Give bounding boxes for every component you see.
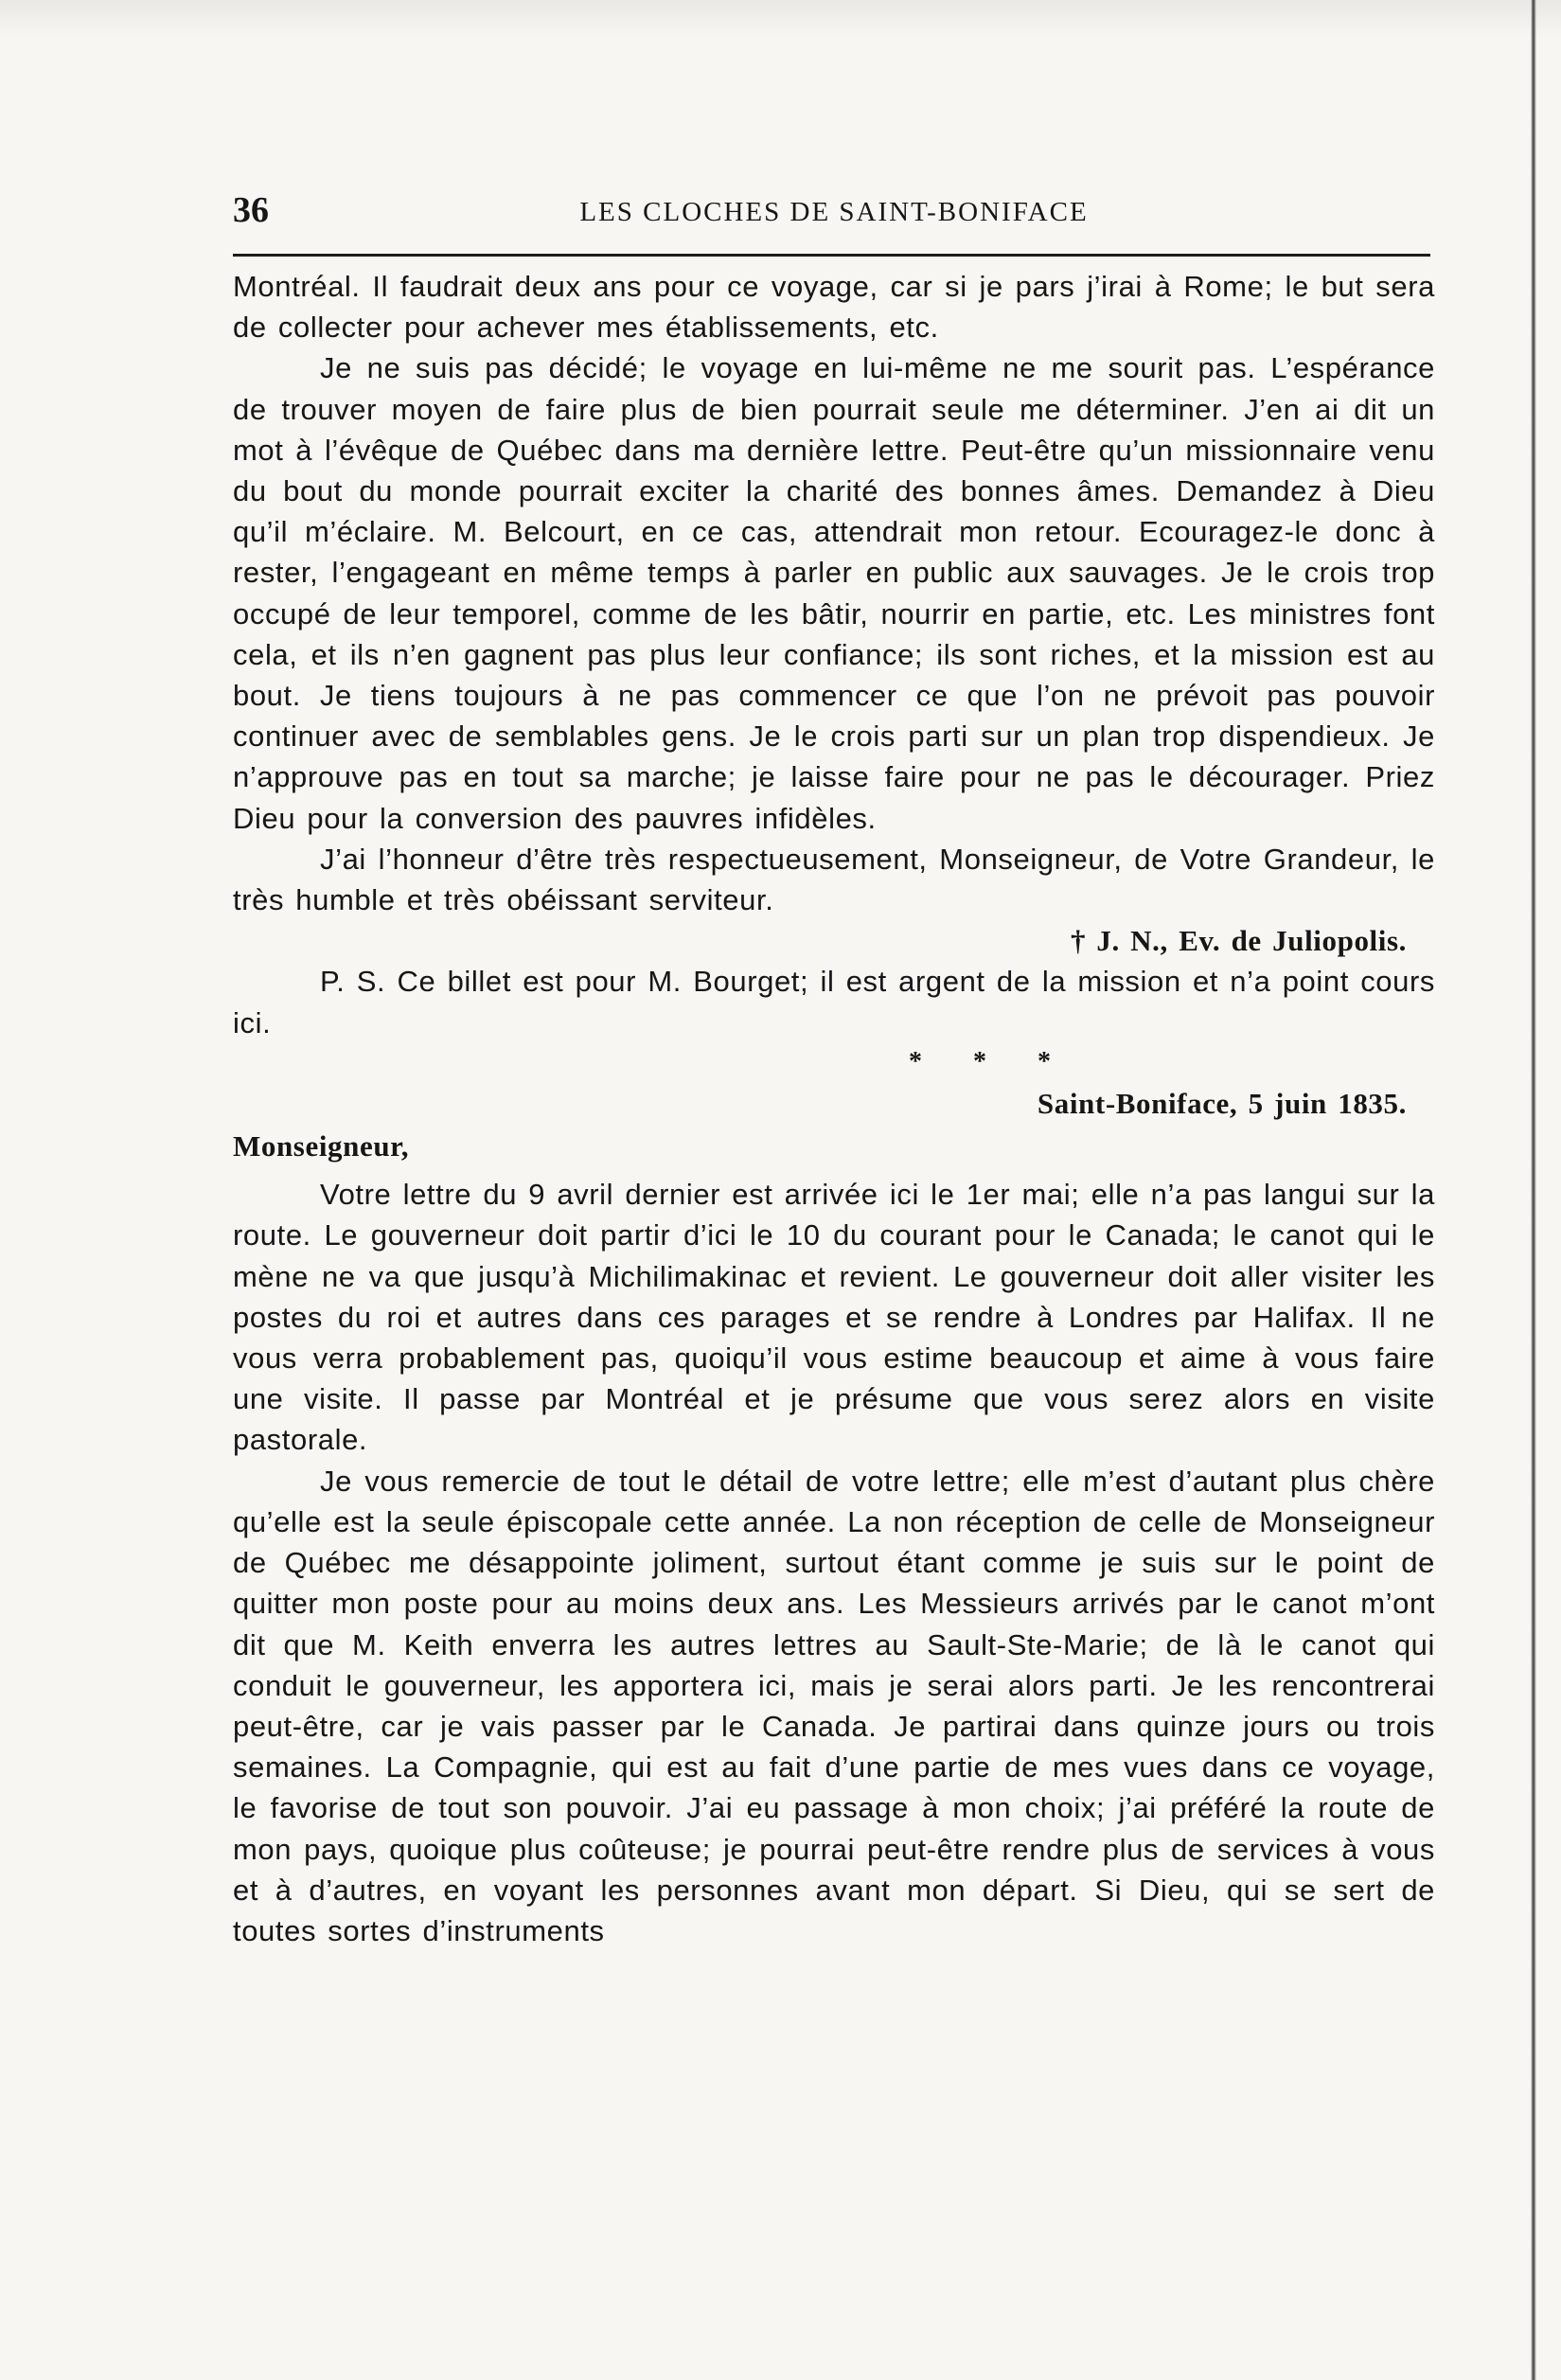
- book-page: [233, 180, 1435, 1951]
- letter1-paragraph-3: J’ai l’honneur d’être très respectueusement, Monseigneur, de Votre Grandeur, le très humble et très obéissant serviteur.: [233, 842, 1435, 917]
- letter1-paragraph-1: Montréal. Il faudrait deux ans pour ce voyage, car si je pars j’irai à Rome; le but sera de collecter pour achever mes établissements, etc.: [233, 270, 1435, 345]
- running-head: [233, 180, 1435, 237]
- section-separator: * * *: [909, 1046, 1072, 1076]
- letter2-salutation: Monseigneur,: [233, 1129, 410, 1163]
- letter2-paragraph-2: Je vous remercie de tout le détail de votre lettre; elle m’est d’autant plus chère qu’elle est la seule épiscopale cette année. La non réception de celle de Monseigneur de Québec me désappointe joliment, surtout étant comme je suis sur le point de quitter mon poste pour au moins deux ans. Les Messieurs arrivés par le canot m’ont dit que M. Keith enverra les autres lettres au Sault-Ste-Marie; de là le canot qui conduit le gouverneur, les apportera ici, mais je serai alors parti. Je les rencontrerai peut-être, car je vais passer par le Canada. Je partirai dans quinze jours ou trois semaines. La Compagnie, qui est au fait d’une partie de mes vues dans ce voyage, le favorise de tout son pouvoir. J’ai eu passage à mon choix; j’ai préféré la route de mon pays, quoique plus coûteuse; je pourrai peut-être rendre plus de services à vous et à d’autres, en voyant les personnes avant mon départ. Si Dieu, qui se sert de toutes sortes d’instruments: [233, 1464, 1435, 1947]
- page-number: 36: [233, 190, 269, 230]
- running-title: LES CLOCHES DE SAINT-BONIFACE: [579, 197, 1089, 227]
- letter1-paragraph-2: Je ne suis pas décidé; le voyage en lui-même ne me sourit pas. L’espérance de trouver moyen de faire plus de bien pourrait seule me déterminer. J’en ai dit un mot à l’évêque de Québec dans ma dernière lettre. Peut-être qu’un missionnaire venu du bout du monde pourrait exciter la charité des bonnes âmes. Demandez à Dieu qu’il m’éclaire. M. Belcourt, en ce cas, attendrait mon retour. Ecouragez-le donc à rester, l’engageant en même temps à parler en public aux sauvages. Je le crois trop occupé de leur temporel, comme de les bâtir, nourrir en partie, etc. Les ministres font cela, et ils n’en gagnent pas plus leur confiance; ils sont riches, et la mission est au bout. Je tiens toujours à ne pas commencer ce que l’on ne prévoit pas pouvoir continuer avec de semblables gens. Je le crois parti sur un plan trop dispendieux. Je n’approuve pas en tout sa marche; je laisse faire pour ne pas le décourager. Priez Dieu pour la conversion des pauvres infidèles.: [233, 351, 1435, 835]
- scan-page-edge: [1531, 0, 1536, 2380]
- letter1-postscript: P. S. Ce billet est pour M. Bourget; il est argent de la mission et n’a point cours ici.: [233, 965, 1435, 1039]
- scan-top-shadow: [0, 0, 1561, 38]
- letter1-signature: † J. N., Ev. de Juliopolis.: [1070, 924, 1407, 958]
- header-rule: [233, 254, 1430, 257]
- letter2-dateline: Saint-Boniface, 5 juin 1835.: [1037, 1086, 1407, 1120]
- letter2-paragraph-1: Votre lettre du 9 avril dernier est arrivée ici le 1er mai; elle n’a pas langui sur la route. Le gouverneur doit partir d’ici le 10 du courant pour le Canada; le canot qui le mène ne va que jusqu’à Michilimakinac et revient. Le gouverneur doit aller visiter les postes du roi et autres dans ces parages et se rendre à Londres par Halifax. Il ne vous verra probablement pas, quoiqu’il vous estime beaucoup et aime à vous faire une visite. Il passe par Montréal et je présume que vous serez alors en visite pastorale.: [233, 1178, 1435, 1457]
- page-body: [233, 266, 1435, 1951]
